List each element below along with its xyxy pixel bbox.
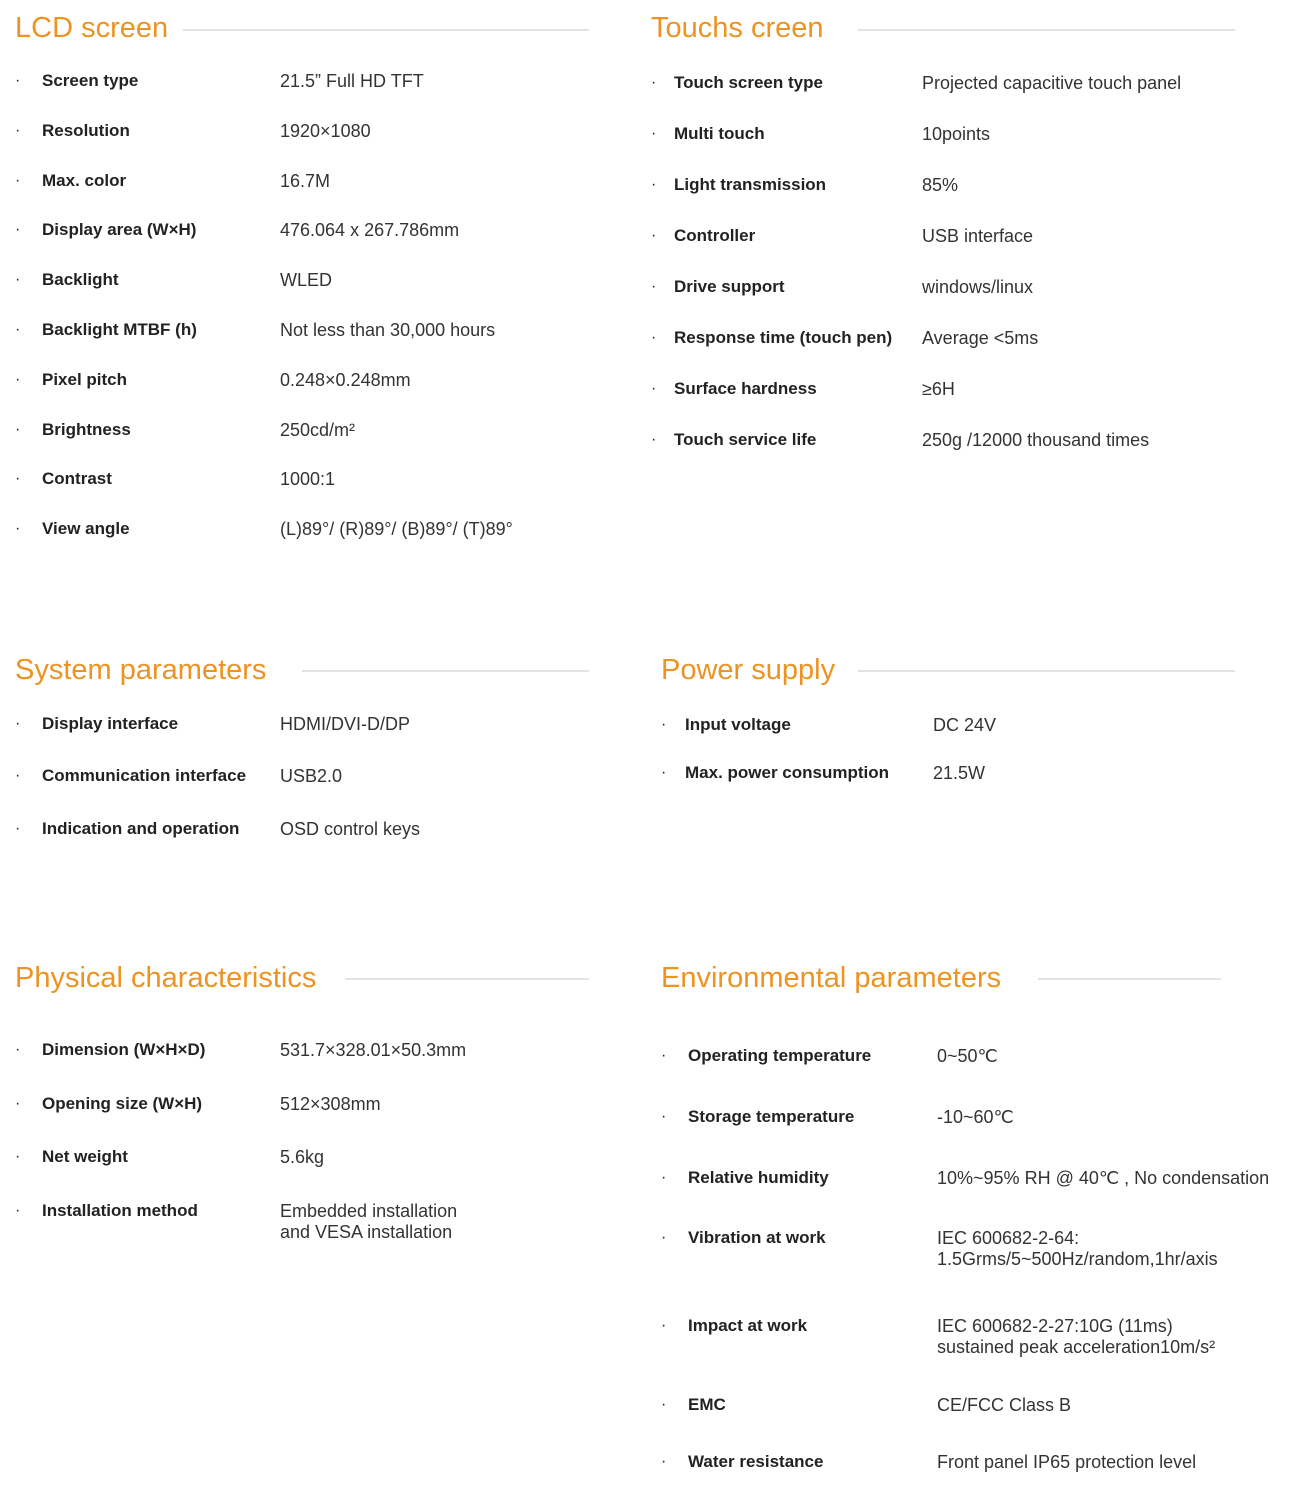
spec-value: IEC 600682-2-27:10G (11ms) [937, 1316, 1173, 1336]
spec-label: Indication and operation [42, 819, 240, 838]
spec-label: Touch screen type [674, 73, 823, 92]
spec-value: 250g /12000 thousand times [922, 430, 1150, 450]
bullet-icon: · [15, 470, 21, 487]
spec-value-line2: and VESA installation [280, 1222, 453, 1242]
spec-label: Backlight [42, 270, 119, 289]
bullet-icon: · [661, 1396, 667, 1413]
spec-value: 21.5W [933, 763, 986, 783]
spec-label: Contrast [42, 469, 112, 488]
spec-value: CE/FCC Class B [937, 1395, 1072, 1415]
spec-value: OSD control keys [280, 819, 421, 839]
bullet-icon: · [15, 371, 21, 388]
spec-value: windows/linux [922, 277, 1034, 297]
bullet-icon: · [661, 1317, 667, 1334]
bullet-icon: · [661, 1169, 667, 1186]
bullet-icon: · [15, 172, 21, 189]
spec-label: Installation method [42, 1201, 198, 1220]
spec-value: 10%~95% RH @ 40℃ , No condensation [937, 1168, 1270, 1188]
bullet-icon: · [651, 329, 657, 346]
spec-label: Resolution [42, 121, 130, 140]
spec-label: Vibration at work [688, 1228, 826, 1247]
bullet-icon: · [15, 520, 21, 537]
spec-value: 0.248×0.248mm [280, 370, 411, 390]
spec-label: Touch service life [674, 430, 817, 449]
spec-value: 85% [922, 175, 959, 195]
spec-value: 1000:1 [280, 469, 336, 489]
section-lcd-screen [15, 12, 595, 572]
bullet-icon: · [15, 715, 21, 732]
spec-label: Dimension (W×H×D) [42, 1040, 206, 1059]
bullet-icon: · [651, 74, 657, 91]
spec-value: 0~50℃ [937, 1046, 998, 1066]
spec-value: 250cd/m² [280, 420, 356, 440]
bullet-icon: · [15, 221, 21, 238]
spec-value: Average <5ms [922, 328, 1039, 348]
bullet-icon: · [15, 271, 21, 288]
bullet-icon: · [15, 767, 21, 784]
spec-value: 16.7M [280, 171, 331, 191]
spec-label: Response time (touch pen) [674, 328, 893, 347]
section-environmental-parameters [661, 962, 1300, 1477]
spec-label: Surface hardness [674, 379, 817, 398]
spec-label: Net weight [42, 1147, 128, 1166]
bullet-icon: · [15, 72, 21, 89]
spec-value: 5.6kg [280, 1147, 325, 1167]
spec-label: Pixel pitch [42, 370, 128, 389]
bullet-icon: · [15, 321, 21, 338]
section-divider [1038, 978, 1221, 980]
spec-label: Operating temperature [688, 1046, 872, 1065]
spec-value: USB interface [922, 226, 1034, 246]
bullet-icon: · [651, 278, 657, 295]
spec-value: Embedded installation [280, 1201, 458, 1221]
section-power-supply [661, 654, 1251, 794]
bullet-icon: · [15, 820, 21, 837]
section-title: Touchs creen [651, 12, 824, 44]
section-divider [858, 29, 1235, 31]
bullet-icon: · [15, 1202, 21, 1219]
spec-label: Storage temperature [688, 1107, 855, 1126]
section-physical-characteristics [15, 962, 595, 1262]
bullet-icon: · [661, 716, 667, 733]
section-title: System parameters [15, 654, 267, 686]
spec-label: Max. color [42, 171, 127, 190]
bullet-icon: · [15, 1041, 21, 1058]
section-title: Environmental parameters [661, 962, 1002, 994]
bullet-icon: · [661, 1047, 667, 1064]
section-divider [183, 29, 589, 31]
spec-value: Projected capacitive touch panel [922, 73, 1182, 93]
section-system-parameters [15, 654, 595, 854]
spec-label: Backlight MTBF (h) [42, 320, 197, 339]
spec-value: 531.7×328.01×50.3mm [280, 1040, 467, 1060]
spec-label: Screen type [42, 71, 139, 90]
bullet-icon: · [651, 431, 657, 448]
spec-value: Not less than 30,000 hours [280, 320, 496, 340]
spec-label: EMC [688, 1395, 726, 1414]
spec-label: Communication interface [42, 766, 247, 785]
bullet-icon: · [651, 227, 657, 244]
section-touch-screen [651, 12, 1251, 472]
spec-value: 476.064 x 267.786mm [280, 220, 460, 240]
bullet-icon: · [15, 1095, 21, 1112]
spec-value: HDMI/DVI-D/DP [280, 714, 410, 734]
spec-value: 512×308mm [280, 1094, 381, 1114]
spec-label: Water resistance [688, 1452, 824, 1471]
spec-label: Max. power consumption [685, 763, 890, 782]
spec-label: View angle [42, 519, 130, 538]
spec-label: Display area (W×H) [42, 220, 197, 239]
spec-value: USB2.0 [280, 766, 343, 786]
spec-value: 21.5” Full HD TFT [280, 71, 424, 91]
section-title: Physical characteristics [15, 962, 317, 994]
bullet-icon: · [651, 125, 657, 142]
spec-value-line2: 1.5Grms/5~500Hz/random,1hr/axis [937, 1249, 1218, 1269]
section-title: LCD screen [15, 12, 169, 44]
section-title: Power supply [661, 654, 836, 686]
spec-label: Input voltage [685, 715, 791, 734]
spec-value: DC 24V [933, 715, 997, 735]
spec-value: 10points [922, 124, 991, 144]
spec-label: Controller [674, 226, 756, 245]
bullet-icon: · [15, 421, 21, 438]
section-divider [858, 670, 1235, 672]
bullet-icon: · [661, 1453, 667, 1470]
section-divider [345, 978, 589, 980]
spec-value: 1920×1080 [280, 121, 371, 141]
spec-value: -10~60℃ [937, 1107, 1014, 1127]
spec-label: Opening size (W×H) [42, 1094, 203, 1113]
bullet-icon: · [661, 1229, 667, 1246]
spec-value: ≥6H [922, 379, 955, 399]
spec-label: Light transmission [674, 175, 827, 194]
bullet-icon: · [651, 176, 657, 193]
spec-value: (L)89°/ (R)89°/ (B)89°/ (T)89° [280, 519, 513, 539]
spec-value: Front panel IP65 protection level [937, 1452, 1197, 1472]
bullet-icon: · [15, 1148, 21, 1165]
spec-value: IEC 600682-2-64: [937, 1228, 1080, 1248]
spec-value-line2: sustained peak acceleration10m/s² [937, 1337, 1216, 1357]
bullet-icon: · [661, 764, 667, 781]
spec-label: Impact at work [688, 1316, 808, 1335]
spec-label: Relative humidity [688, 1168, 829, 1187]
spec-value: WLED [280, 270, 333, 290]
bullet-icon: · [651, 380, 657, 397]
spec-label: Multi touch [674, 124, 765, 143]
spec-label: Drive support [674, 277, 785, 296]
bullet-icon: · [661, 1108, 667, 1125]
spec-label: Display interface [42, 714, 179, 733]
spec-label: Brightness [42, 420, 131, 439]
bullet-icon: · [15, 122, 21, 139]
section-divider [302, 670, 589, 672]
